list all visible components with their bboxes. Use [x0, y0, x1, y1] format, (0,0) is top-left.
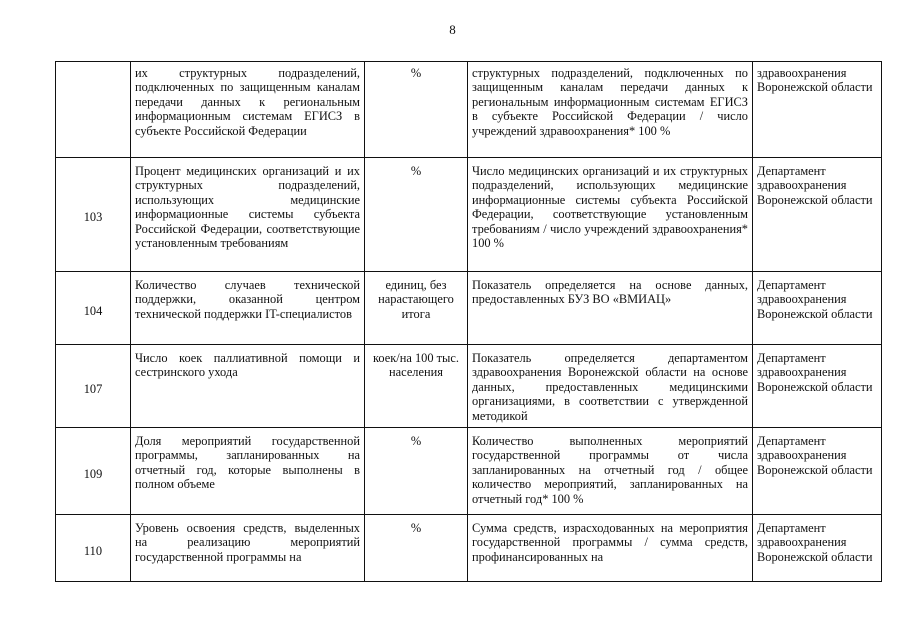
- calculation-method: Показатель определяется на основе данных, предоставленных БУЗ ВО «ВМИАЦ»: [468, 272, 753, 345]
- calculation-method: Показатель определяется департаментом здравоохранения Воронежской области на основе данных, предоставленных медицинскими организациями, в соответствии с утвержденной методикой: [468, 345, 753, 428]
- row-number: [56, 62, 131, 158]
- table-row: [56, 515, 882, 582]
- indicator-name: Число коек паллиативной помощи и сестринского ухода: [131, 345, 365, 428]
- responsible-executor: Департамент здравоохранения Воронежской области: [753, 158, 882, 272]
- table-row: [56, 158, 882, 272]
- unit-of-measure: коек/на 100 тыс. населения: [365, 345, 468, 428]
- table-row: [56, 272, 882, 345]
- indicator-name: Уровень освоения средств, выделенных на реализацию мероприятий государственной программы на: [131, 515, 365, 582]
- row-number: 104: [56, 272, 131, 345]
- row-number: 103: [56, 158, 131, 272]
- calculation-method: Количество выполненных мероприятий государственной программы от числа запланированных на отчетный год / общее количество мероприятий, запланированных на отчетный год* 100 %: [468, 428, 753, 515]
- page-number: 8: [449, 22, 456, 37]
- row-number: 107: [56, 345, 131, 428]
- table-row: [56, 345, 882, 428]
- indicators-table: [55, 61, 882, 582]
- calculation-method: Сумма средств, израсходованных на мероприятия государственной программы / сумма средств, профинансированных на: [468, 515, 753, 582]
- table-row: [56, 428, 882, 515]
- row-number: 109: [56, 428, 131, 515]
- unit-of-measure: %: [365, 62, 468, 158]
- calculation-method: Число медицинских организаций и их структурных подразделений, использующих медицинские информационные системы субъекта Российской Федерации, соответствующие установленным требованиям / число учреждений здравоохранения* 100 %: [468, 158, 753, 272]
- unit-of-measure: единиц, без нарастающего итога: [365, 272, 468, 345]
- responsible-executor: Департамент здравоохранения Воронежской области: [753, 515, 882, 582]
- unit-of-measure: %: [365, 428, 468, 515]
- indicator-name: Процент медицинских организаций и их структурных подразделений, использующих медицинские информационные системы субъекта Российской Федерации, соответствующие установленным требованиям: [131, 158, 365, 272]
- table-row: [56, 62, 882, 158]
- calculation-method: структурных подразделений, подключенных по защищенным каналам передачи данных к региональным информационным системам ЕГИСЗ в субъекте Российской Федерации / число учреждений здравоохранения* 100 %: [468, 62, 753, 158]
- responsible-executor: Департамент здравоохранения Воронежской области: [753, 272, 882, 345]
- indicator-name: их структурных подразделений, подключенных по защищенным каналам передачи данных к региональным информационным системам ЕГИСЗ в субъекте Российской Федерации: [131, 62, 365, 158]
- responsible-executor: Департамент здравоохранения Воронежской области: [753, 428, 882, 515]
- unit-of-measure: %: [365, 158, 468, 272]
- responsible-executor: Департамент здравоохранения Воронежской области: [753, 345, 882, 428]
- responsible-executor: здравоохранения Воронежской области: [753, 62, 882, 158]
- indicator-name: Доля мероприятий государственной программы, запланированных на отчетный год, которые выполнены в полном объеме: [131, 428, 365, 515]
- row-number: 110: [56, 515, 131, 582]
- indicator-name: Количество случаев технической поддержки, оказанной центром технической поддержки IT-специалистов: [131, 272, 365, 345]
- unit-of-measure: %: [365, 515, 468, 582]
